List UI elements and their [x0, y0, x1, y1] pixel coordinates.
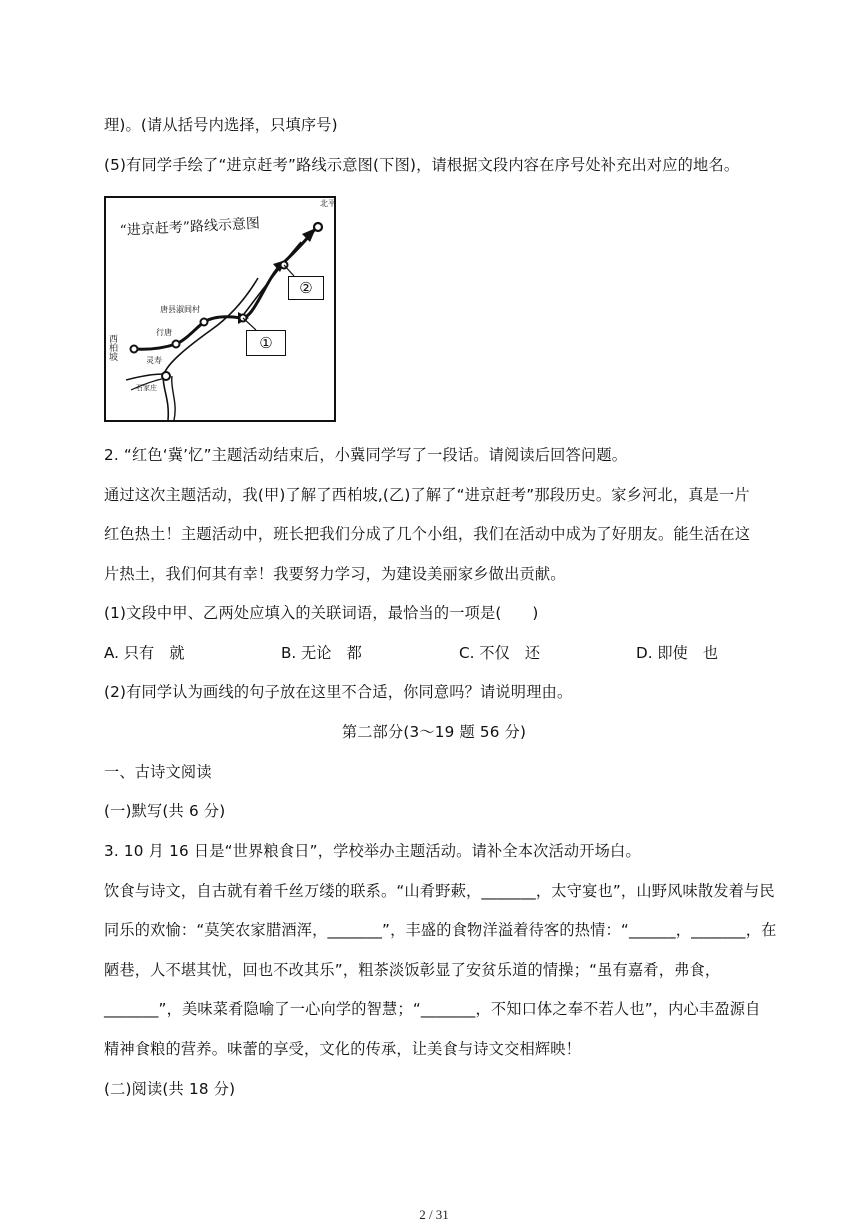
label-beiping: 北平	[320, 199, 336, 208]
passage-line: 饮食与诗文，自古就有着千丝万缕的联系。“山肴野蔌，_______，太守宴也”，山野风味散发着与民	[104, 882, 775, 900]
node-shijiazhuang	[162, 372, 170, 380]
subsection-heading: 一、古诗文阅读	[104, 763, 212, 781]
node-lingshou	[173, 341, 180, 348]
text-line-question-tail: 理)。(请从括号内选择，只填序号)	[104, 116, 338, 134]
railway-line	[163, 278, 258, 420]
question-2-2-prompt: (2)有同学认为画线的句子放在这里不合适，你同意吗？请说明理由。	[104, 683, 573, 701]
blank-box-1: ①	[246, 330, 286, 356]
node-xibaipo	[131, 346, 138, 353]
passage-line: 精神食粮的营养。味蕾的享受，文化的传承，让美食与诗文交相辉映！	[104, 1040, 582, 1058]
label-shijiazhuang: 石家庄	[136, 384, 157, 392]
option-b: B. 无论 都	[281, 644, 362, 662]
question-2-1-prompt: (1)文段中甲、乙两处应填入的关联词语，最恰当的一项是( )	[104, 604, 539, 622]
label-tangxian: 唐县淑闾村	[160, 305, 200, 314]
label-lingshou: 灵寿	[146, 356, 162, 365]
passage-line: _______”，美味菜肴隐喻了一心向学的智慧；“_______，不知口体之奉不若人也”，内心丰盈源自	[104, 1000, 761, 1018]
label-xingtang: 行唐	[156, 328, 172, 337]
passage-line: 同乐的欢愉：“莫笑农家腊酒浑，_______”，丰盛的食物洋溢着待客的热情：“______，_______，在	[104, 921, 777, 939]
label-xibaipo: 西柏坡	[107, 334, 117, 361]
question-5-prompt: (5)有同学手绘了“进京赶考”路线示意图(下图)，请根据文段内容在序号处补充出对应的地名。	[104, 156, 740, 174]
question-3-prompt: 3. 10 月 16 日是“世界粮食日”，学校举办主题活动。请补全本次活动开场白。	[104, 842, 641, 860]
connector-2	[284, 265, 294, 276]
route-map-figure	[104, 196, 336, 422]
passage-line: 红色热土！主题活动中，班长把我们分成了几个小组，我们在活动中成为了好朋友。能生活在这	[104, 525, 751, 543]
passage-line: 通过这次主题活动，我(甲)了解了西柏坡,(乙)了解了“进京赶考”那段历史。家乡河北，真是一片	[104, 486, 750, 504]
map-title: “进京赶考”路线示意图	[119, 215, 261, 239]
blank-box-2: ②	[288, 276, 324, 300]
option-d: D. 即使 也	[636, 644, 719, 662]
passage-line: 陋巷，人不堪其忧，回也不改其乐”，粗茶淡饭彰显了安贫乐道的情操；“虽有嘉肴，弗食，	[104, 961, 721, 979]
option-c: C. 不仅 还	[459, 644, 541, 662]
route-map-drawing	[106, 198, 334, 420]
node-tangxian	[201, 319, 208, 326]
page-number: 2 / 31	[419, 1207, 449, 1222]
passage-line: 片热土，我们何其有幸！我要努力学习，为建设美丽家乡做出贡献。	[104, 565, 566, 583]
road-west	[126, 374, 164, 380]
subsection-heading: (一)默写(共 6 分)	[104, 802, 226, 820]
question-2-prompt: 2. “红色‘冀’忆”主题活动结束后，小冀同学写了一段话。请阅读后回答问题。	[104, 446, 628, 464]
option-a: A. 只有 就	[104, 644, 185, 662]
connector-1	[243, 318, 256, 330]
subsection-heading: (二)阅读(共 18 分)	[104, 1080, 236, 1098]
section-heading: 第二部分(3～19 题 56 分)	[341, 723, 527, 741]
node-beiping	[314, 223, 322, 231]
railway-line-branch	[172, 376, 175, 420]
